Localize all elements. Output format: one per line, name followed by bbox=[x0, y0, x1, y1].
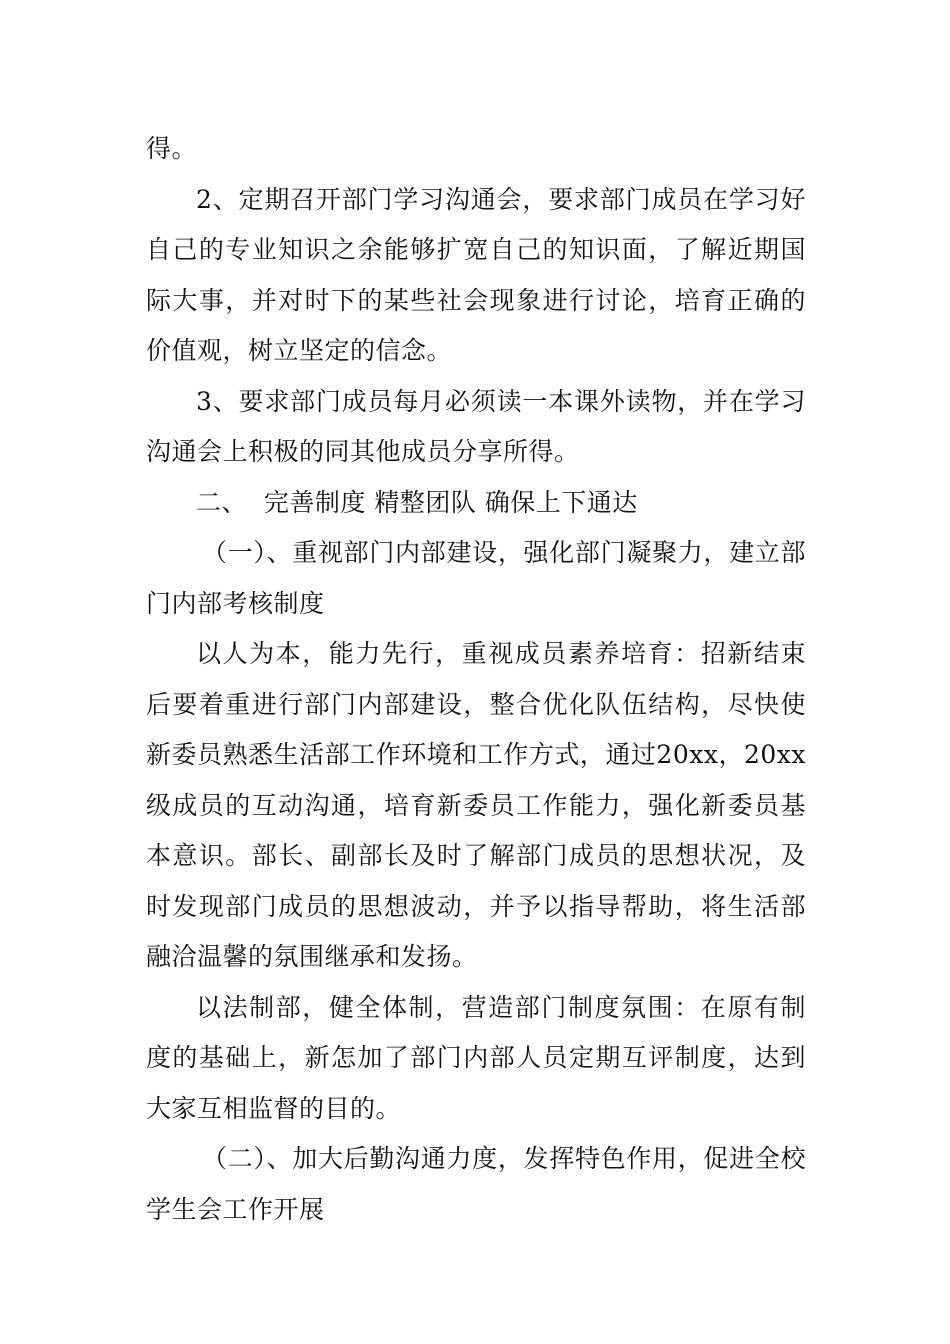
paragraph-item-2: 2、定期召开部门学习沟通会，要求部门成员在学习好自己的专业知识之余能够扩宽自己的知识面，了解近期国际大事，并对时下的某些社会现象进行讨论，培育正确的价值观，树立坚定的信念。 bbox=[146, 184, 806, 365]
paragraph-people-oriented: 以人为本，能力先行，重视成员素养培育：招新结束后要着重进行部门内部建设，整合优化队伍结构，尽快使新委员熟悉生活部工作环境和工作方式，通过20xx，20xx级成员的互动沟通，培育新委员工作能力，强化新委员基本意识。部长、副部长及时了解部门成员的思想状况，及时发现部门成员的思想波动，并予以指导帮助，将生活部融洽温馨的氛围继承和发扬。 bbox=[146, 639, 806, 971]
section-heading-2: 二、 完善制度 精整团队 确保上下通达 bbox=[196, 487, 638, 517]
paragraph-item-3: 3、要求部门成员每月必须读一本课外读物，并在学习沟通会上积极的同其他成员分享所得。 bbox=[146, 386, 806, 466]
subsection-heading-1: （一）、重视部门内部建设，强化部门凝聚力，建立部门内部考核制度 bbox=[146, 538, 806, 618]
paragraph-rule-based: 以法制部，健全体制，营造部门制度氛围：在原有制度的基础上，新怎加了部门内部人员定期互评制度，达到大家互相监督的目的。 bbox=[146, 992, 806, 1123]
paragraph-continuation: 得。 bbox=[146, 134, 198, 163]
document-body bbox=[146, 124, 806, 1235]
subsection-heading-2: （二）、加大后勤沟通力度，发挥特色作用，促进全校学生会工作开展 bbox=[146, 1144, 806, 1224]
